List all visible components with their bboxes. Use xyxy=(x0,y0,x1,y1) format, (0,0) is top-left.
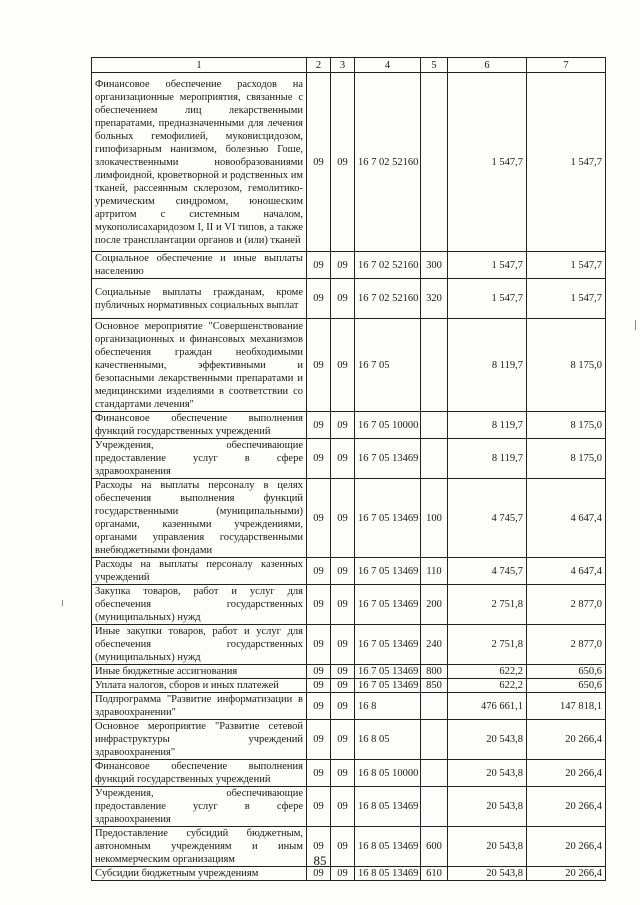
row-name: Предоставление субсидий бюджетным, автономным учреждениям и иным некоммерческим организациям xyxy=(92,827,307,867)
row-target-code: 16 8 05 10000 xyxy=(355,760,421,787)
row-expense-type: 110 xyxy=(421,558,448,585)
row-col-3: 09 xyxy=(331,319,355,412)
row-col-3: 09 xyxy=(331,279,355,319)
row-name: Закупка товаров, работ и услуг для обеспечения государственных (муниципальных) нужд xyxy=(92,585,307,625)
row-col-3: 09 xyxy=(331,760,355,787)
row-col-3: 09 xyxy=(331,625,355,665)
row-expense-type xyxy=(421,439,448,479)
header-col-1: 1 xyxy=(92,58,307,73)
row-col-3: 09 xyxy=(331,787,355,827)
row-col-2: 09 xyxy=(307,679,331,693)
row-target-code: 16 7 05 13469 xyxy=(355,679,421,693)
row-amount-1: 2 751,8 xyxy=(448,625,527,665)
row-amount-2: 1 547,7 xyxy=(527,279,606,319)
row-expense-type: 850 xyxy=(421,679,448,693)
table-row xyxy=(92,665,606,679)
table-row xyxy=(92,73,606,252)
row-amount-1: 622,2 xyxy=(448,679,527,693)
scan-mark xyxy=(635,320,636,330)
table-row xyxy=(92,412,606,439)
row-col-3: 09 xyxy=(331,252,355,279)
row-amount-1: 1 547,7 xyxy=(448,252,527,279)
row-expense-type: 610 xyxy=(421,867,448,881)
row-col-3: 09 xyxy=(331,73,355,252)
row-name: Подпрограмма "Развитие информатизации в здравоохранении" xyxy=(92,693,307,720)
row-target-code: 16 8 05 13469 xyxy=(355,787,421,827)
row-amount-1: 1 547,7 xyxy=(448,73,527,252)
row-amount-1: 20 543,8 xyxy=(448,827,527,867)
budget-table xyxy=(91,57,606,881)
row-expense-type xyxy=(421,412,448,439)
header-row xyxy=(92,58,606,73)
row-expense-type: 320 xyxy=(421,279,448,319)
table-row xyxy=(92,319,606,412)
row-col-3: 09 xyxy=(331,867,355,881)
scan-mark xyxy=(62,600,63,606)
row-target-code: 16 7 02 52160 xyxy=(355,279,421,319)
row-name: Уплата налогов, сборов и иных платежей xyxy=(92,679,307,693)
row-name: Финансовое обеспечение выполнения функций государственных учреждений xyxy=(92,760,307,787)
row-expense-type: 600 xyxy=(421,827,448,867)
row-name: Социальные выплаты гражданам, кроме публичных нормативных социальных выплат xyxy=(92,279,307,319)
row-amount-2: 2 877,0 xyxy=(527,585,606,625)
row-name: Учреждения, обеспечивающие предоставление услуг в сфере здравоохранения xyxy=(92,439,307,479)
row-expense-type xyxy=(421,693,448,720)
row-target-code: 16 7 05 13469 xyxy=(355,665,421,679)
row-amount-1: 20 543,8 xyxy=(448,720,527,760)
row-col-2: 09 xyxy=(307,558,331,585)
table-row xyxy=(92,558,606,585)
row-amount-2: 4 647,4 xyxy=(527,479,606,558)
row-col-3: 09 xyxy=(331,439,355,479)
row-name: Учреждения, обеспечивающие предоставление услуг в сфере здравоохранения xyxy=(92,787,307,827)
row-name: Основное мероприятие "Совершенствование организационных и финансовых механизмов обеспечения граждан необходимыми качественными, эффективными и безопасными лекарственными препаратами и медицинскими изделиями в соответствии со стандартами лечения" xyxy=(92,319,307,412)
row-col-3: 09 xyxy=(331,479,355,558)
row-col-2: 09 xyxy=(307,585,331,625)
row-expense-type xyxy=(421,319,448,412)
row-target-code: 16 8 05 xyxy=(355,720,421,760)
row-amount-2: 1 547,7 xyxy=(527,73,606,252)
row-amount-2: 8 175,0 xyxy=(527,439,606,479)
row-amount-1: 20 543,8 xyxy=(448,867,527,881)
row-name: Иные бюджетные ассигнования xyxy=(92,665,307,679)
row-amount-2: 8 175,0 xyxy=(527,412,606,439)
row-target-code: 16 7 05 13469 xyxy=(355,479,421,558)
row-amount-2: 147 818,1 xyxy=(527,693,606,720)
row-target-code: 16 8 xyxy=(355,693,421,720)
row-name: Основное мероприятие "Развитие сетевой инфраструктуры учреждений здравоохранения" xyxy=(92,720,307,760)
row-amount-2: 20 266,4 xyxy=(527,827,606,867)
table-row xyxy=(92,625,606,665)
row-col-3: 09 xyxy=(331,693,355,720)
row-col-2: 09 xyxy=(307,252,331,279)
row-expense-type xyxy=(421,720,448,760)
row-name: Социальное обеспечение и иные выплаты населению xyxy=(92,252,307,279)
page-number: 85 xyxy=(313,853,327,868)
row-col-2: 09 xyxy=(307,665,331,679)
row-amount-1: 20 543,8 xyxy=(448,760,527,787)
row-target-code: 16 7 02 52160 xyxy=(355,73,421,252)
row-expense-type xyxy=(421,760,448,787)
row-name: Финансовое обеспечение выполнения функций государственных учреждений xyxy=(92,412,307,439)
row-amount-2: 20 266,4 xyxy=(527,760,606,787)
row-name: Иные закупки товаров, работ и услуг для обеспечения государственных (муниципальных) нужд xyxy=(92,625,307,665)
row-amount-2: 20 266,4 xyxy=(527,867,606,881)
row-amount-2: 1 547,7 xyxy=(527,252,606,279)
row-target-code: 16 7 05 13469 xyxy=(355,439,421,479)
row-amount-2: 8 175,0 xyxy=(527,319,606,412)
header-col-3: 3 xyxy=(331,58,355,73)
row-amount-1: 8 119,7 xyxy=(448,439,527,479)
row-expense-type: 240 xyxy=(421,625,448,665)
row-amount-1: 2 751,8 xyxy=(448,585,527,625)
header-col-7: 7 xyxy=(527,58,606,73)
table-row xyxy=(92,693,606,720)
row-amount-2: 20 266,4 xyxy=(527,720,606,760)
row-col-2: 09 xyxy=(307,279,331,319)
row-target-code: 16 7 05 10000 xyxy=(355,412,421,439)
row-amount-1: 476 661,1 xyxy=(448,693,527,720)
table-row xyxy=(92,760,606,787)
row-expense-type xyxy=(421,787,448,827)
row-col-3: 09 xyxy=(331,412,355,439)
table-row xyxy=(92,479,606,558)
row-amount-1: 622,2 xyxy=(448,665,527,679)
table-row xyxy=(92,787,606,827)
row-amount-1: 8 119,7 xyxy=(448,319,527,412)
row-col-2: 09 xyxy=(307,693,331,720)
row-expense-type: 800 xyxy=(421,665,448,679)
row-expense-type xyxy=(421,73,448,252)
row-col-3: 09 xyxy=(331,827,355,867)
header-col-2: 2 xyxy=(307,58,331,73)
row-target-code: 16 7 05 13469 xyxy=(355,625,421,665)
row-target-code: 16 8 05 13469 xyxy=(355,827,421,867)
row-target-code: 16 7 02 52160 xyxy=(355,252,421,279)
row-col-2: 09 xyxy=(307,73,331,252)
table-row xyxy=(92,279,606,319)
row-amount-1: 20 543,8 xyxy=(448,787,527,827)
row-amount-2: 20 266,4 xyxy=(527,787,606,827)
row-target-code: 16 7 05 xyxy=(355,319,421,412)
row-col-3: 09 xyxy=(331,720,355,760)
table-row xyxy=(92,252,606,279)
row-col-2: 09 xyxy=(307,760,331,787)
row-name: Финансовое обеспечение расходов на организационные мероприятия, связанные с обеспечением лиц лекарственными препаратами, предназначенными для лечения больных гемофилией, муковисцидозом, гипофизарным нанизмом, болезнью Гоше, злокачественными новообразованиями лимфоидной, кроветворной и родственных им тканей, рассеянным склерозом, гемолитико-уремическим синдромом, юношеским артритом с системным началом, мукополисахаридозом I, II и VI типов, а также после трансплантации органов и (или) тканей xyxy=(92,73,307,252)
row-name: Расходы на выплаты персоналу в целях обеспечения выполнения функций государственными (муниципальными) органами, казенными учреждениями, органами управления государственными внебюджетными фондами xyxy=(92,479,307,558)
row-target-code: 16 7 05 13469 xyxy=(355,585,421,625)
row-amount-2: 4 647,4 xyxy=(527,558,606,585)
row-col-2: 09 xyxy=(307,625,331,665)
row-expense-type: 100 xyxy=(421,479,448,558)
row-col-2: 09 xyxy=(307,827,331,867)
row-amount-2: 650,6 xyxy=(527,679,606,693)
row-col-2: 09 xyxy=(307,867,331,881)
row-col-2: 09 xyxy=(307,439,331,479)
row-col-3: 09 xyxy=(331,558,355,585)
row-amount-2: 650,6 xyxy=(527,665,606,679)
table-row xyxy=(92,585,606,625)
row-name: Субсидии бюджетным учреждениям xyxy=(92,867,307,881)
row-expense-type: 200 xyxy=(421,585,448,625)
row-col-2: 09 xyxy=(307,720,331,760)
row-target-code: 16 7 05 13469 xyxy=(355,558,421,585)
row-amount-2: 2 877,0 xyxy=(527,625,606,665)
row-col-2: 09 xyxy=(307,787,331,827)
row-col-3: 09 xyxy=(331,679,355,693)
table-row xyxy=(92,720,606,760)
row-amount-1: 8 119,7 xyxy=(448,412,527,439)
row-amount-1: 4 745,7 xyxy=(448,479,527,558)
row-amount-1: 1 547,7 xyxy=(448,279,527,319)
row-col-2: 09 xyxy=(307,479,331,558)
row-col-3: 09 xyxy=(331,665,355,679)
row-col-2: 09 xyxy=(307,412,331,439)
table-row xyxy=(92,439,606,479)
row-col-2: 09 xyxy=(307,319,331,412)
header-col-6: 6 xyxy=(448,58,527,73)
header-col-5: 5 xyxy=(421,58,448,73)
header-col-4: 4 xyxy=(355,58,421,73)
row-col-3: 09 xyxy=(331,585,355,625)
row-amount-1: 4 745,7 xyxy=(448,558,527,585)
table-row xyxy=(92,679,606,693)
row-expense-type: 300 xyxy=(421,252,448,279)
row-target-code: 16 8 05 13469 xyxy=(355,867,421,881)
row-name: Расходы на выплаты персоналу казенных учреждений xyxy=(92,558,307,585)
